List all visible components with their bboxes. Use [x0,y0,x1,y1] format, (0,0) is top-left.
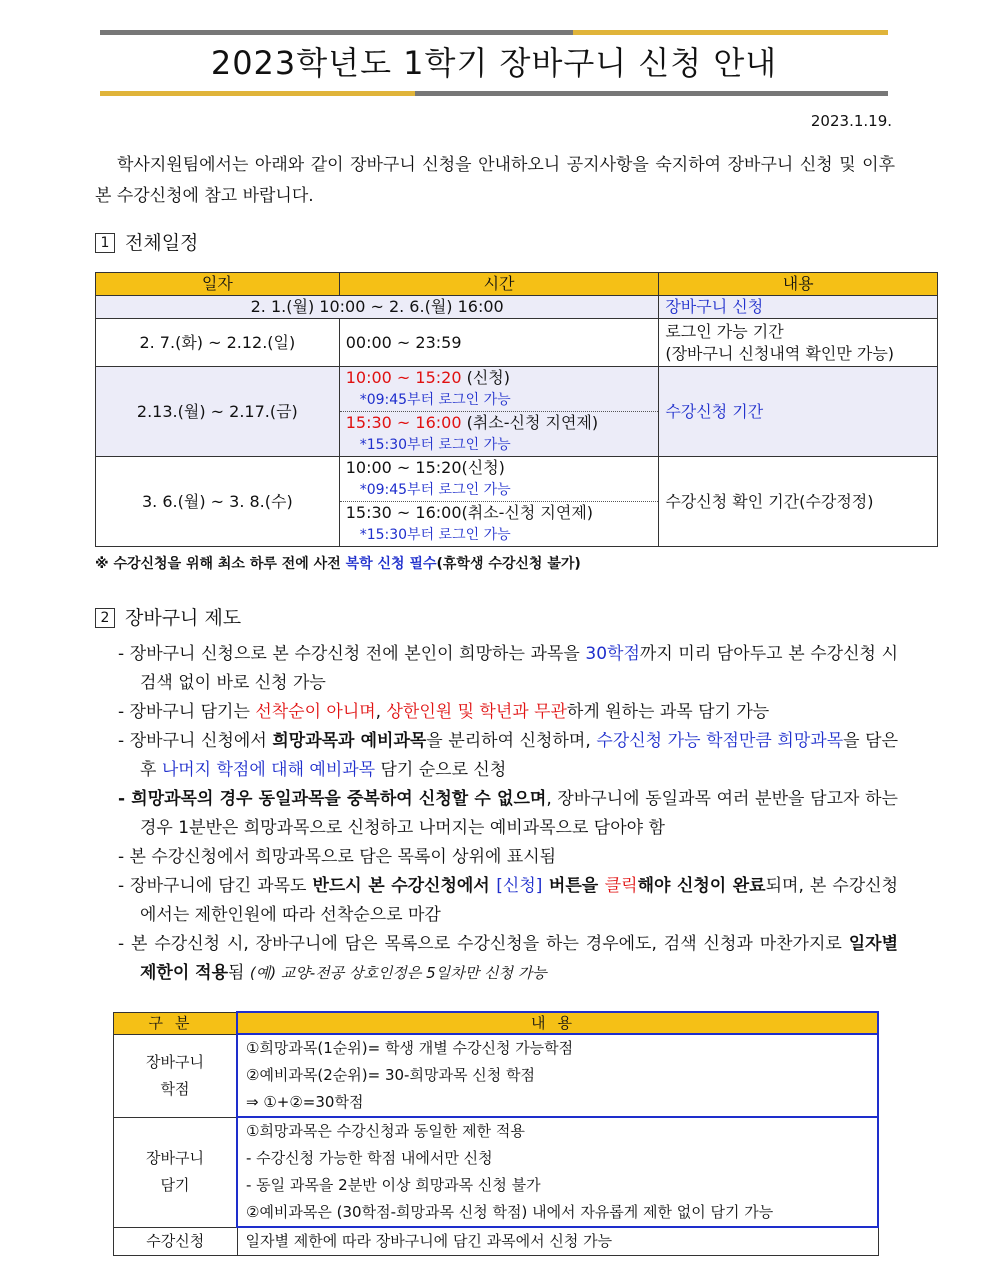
table-row [96,296,938,319]
table-row [114,1117,879,1227]
login-note: *15:30부터 로그인 가능 [359,527,511,543]
schedule-note [95,553,581,575]
time-range: 15:30 ~ 16:00(취소-신청 지연제) [340,501,659,524]
row-label: 장바구니 학점 [114,1034,238,1117]
row-content: 수강신청 기간 [659,367,938,457]
content-line: 로그인 가능 기간 [665,321,784,341]
cart-rules-list [118,640,898,988]
row-date: 2. 7.(화) ~ 2.12.(일) [96,319,340,367]
section-number: 1 [95,233,115,253]
page-title: 2023학년도 1학기 장바구니 신청 안내 [210,44,778,82]
table-row [114,1034,879,1117]
row-content: 일자별 제한에 따라 장바구니에 담긴 과목에서 신청 가능 [237,1227,878,1256]
time-range: 10:00 ~ 15:20(신청) [345,458,505,477]
section-number: 2 [95,608,115,628]
note-text: (휴학생 수강신청 불가) [436,556,581,572]
table-row [96,367,938,457]
list-item: - 희망과목의 경우 동일과목을 중복하여 신청할 수 없으며, 장바구니에 동일과목 여러 분반을 담고자 하는 경우 1분반은 희망과목으로 신청하고 나머지는 예비과목으로 담아야 함 [118,789,898,838]
note-emphasis: 복학 신청 필수 [345,556,437,572]
header-category: 구분 [114,1012,238,1034]
row-label: 장바구니 담기 [114,1117,238,1227]
table-header-row [114,1012,879,1034]
list-item: - 본 수강신청에서 희망과목으로 담은 목록이 상위에 표시됨 [118,847,557,867]
row-time [339,367,659,457]
cart-period: 2. 1.(월) 10:00 ~ 2. 6.(월) 16:00 [96,296,659,319]
table-row [114,1227,879,1256]
row-content: 수강신청 확인 기간(수강정정) [659,457,938,547]
table-row [96,457,938,547]
cart-summary-table [113,1011,879,1256]
schedule-table [95,272,938,547]
row-time: 00:00 ~ 23:59 [339,319,659,367]
table-header-row [96,273,938,296]
table-row [96,319,938,367]
list-item: - 본 수강신청 시, 장바구니에 담은 목록으로 수강신청을 하는 경우에도, 검색 신청과 마찬가지로 일자별 제한이 적용됨 (예) 교양-전공 상호인정은 5일차만 신청 가능 [118,934,898,983]
login-note: *09:45부터 로그인 가능 [359,392,511,408]
row-date: 2.13.(월) ~ 2.17.(금) [96,367,340,457]
time-label: (취소-신청 지연제) [461,413,599,432]
list-item: - 장바구니에 담긴 과목도 반드시 본 수강신청에서 [신청] 버튼을 클릭해야 신청이 완료되며, 본 수강신청에서는 제한인원에 따라 선착순으로 마감 [118,876,899,925]
list-item: - 장바구니 신청에서 희망과목과 예비과목을 분리하여 신청하며, 수강신청 가능 학점만큼 희망과목을 담은 후 나머지 학점에 대해 예비과목 담기 순으로 신청 [118,731,899,780]
row-label: 수강신청 [114,1227,238,1256]
time-range: 15:30 ~ 16:00 [345,413,462,432]
header-time: 시간 [339,273,659,296]
notice-date: 2023.1.19. [810,112,892,130]
list-item: - 장바구니 담기는 선착순이 아니며, 상한인원 및 학년과 무관하게 원하는 과목 담기 가능 [118,702,770,722]
intro-paragraph: 학사지원팀에서는 아래와 같이 장바구니 신청을 안내하오니 공지사항을 숙지하여 장바구니 신청 및 이후 본 수강신청에 참고 바랍니다. [95,155,895,206]
time-range: 10:00 ~ 15:20 [345,368,462,387]
title-bar-top [100,30,888,35]
row-time [339,457,659,547]
time-label: (신청) [461,368,510,387]
row-content: ①희망과목(1순위)= 학생 개별 수강신청 가능학점 ②예비과목(2순위)= 30-희망과목 신청 학점 ⇒ ①+②=30학점 [237,1034,878,1117]
row-date: 3. 6.(월) ~ 3. 8.(수) [96,457,340,547]
header-content: 내용 [659,273,938,296]
login-note: *09:45부터 로그인 가능 [359,482,511,498]
section-title: 전체일정 [125,232,199,254]
section-2-heading [95,604,241,632]
list-item: - 장바구니 신청으로 본 수강신청 전에 본인이 희망하는 과목을 30학점까지 미리 담아두고 본 수강신청 시 검색 없이 바로 신청 가능 [118,644,898,693]
note-text: ※ 수강신청을 위해 최소 하루 전에 사전 [95,556,346,572]
content-line: (장바구니 신청내역 확인만 가능) [665,343,895,363]
row-content: ①희망과목은 수강신청과 동일한 제한 적용 - 수강신청 가능한 학점 내에서만 신청 - 동일 과목을 2분반 이상 희망과목 신청 불가 ②예비과목은 (30학점-희망과목 신청 학점) 내에서 자유롭게 제한 없이 담기 가능 [237,1117,878,1227]
section-title: 장바구니 제도 [125,607,242,629]
header-content: 내용 [237,1012,878,1034]
section-1-heading [95,229,198,257]
login-note: *15:30부터 로그인 가능 [359,437,511,453]
cart-content: 장바구니 신청 [659,296,938,319]
row-content [659,319,938,367]
header-date: 일자 [96,273,340,296]
title-bar-bottom [100,91,888,96]
